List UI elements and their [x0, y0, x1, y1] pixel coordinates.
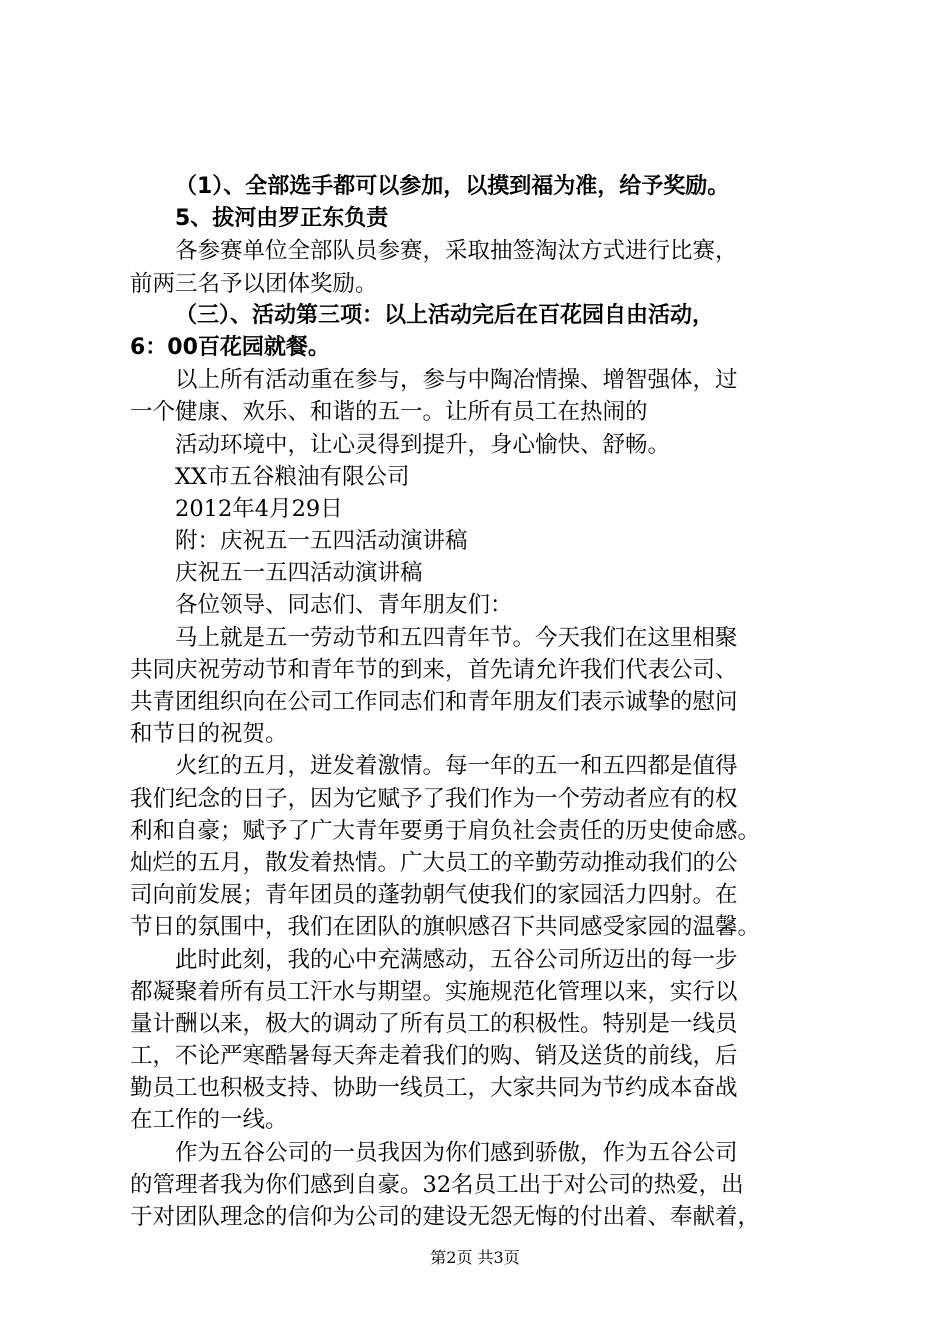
paragraph-line: 灿烂的五月，散发着热情。广大员工的辛勤劳动推动我们的公 — [130, 849, 738, 876]
paragraph-line: 作为五谷公司的一员我因为你们感到骄傲，作为五谷公司 — [175, 1139, 738, 1166]
paragraph-line: 各参赛单位全部队员参赛，采取抽签淘汰方式进行比赛， — [175, 238, 738, 265]
company-name: XX市五谷粮油有限公司 — [175, 463, 410, 490]
paragraph-line: 司向前发展；青年团员的蓬勃朝气使我们的家园活力四射。在 — [130, 882, 738, 909]
document-date: 2012年4月29日 — [175, 495, 343, 522]
paragraph-line: 节日的氛围中，我们在团队的旗帜感召下共同感受家园的温馨。 — [130, 914, 761, 941]
paragraph-line: 一个健康、欢乐、和谐的五一。让所有员工在热闹的 — [130, 399, 648, 426]
paragraph-line: 利和自豪；赋予了广大青年要勇于肩负社会责任的历史使命感。 — [130, 817, 761, 844]
paragraph-line: 我们纪念的日子，因为它赋予了我们作为一个劳动者应有的权 — [130, 785, 738, 812]
paragraph-line: 共同庆祝劳动节和青年节的到来，首先请允许我们代表公司、 — [130, 656, 738, 683]
section-heading-tug-of-war: 5、拔河由罗正东负责 — [175, 206, 389, 232]
document-body — [130, 171, 835, 1233]
paragraph-line: 勤员工也积极支持、协助一线员工，大家共同为节约成本奋战 — [130, 1075, 738, 1102]
section-heading-activity-three: （三）、活动第三项：以上活动完后在百花园自由活动， — [175, 302, 715, 328]
paragraph-line: 6：00百花园就餐。 — [130, 334, 330, 360]
paragraph-line: 此时此刻，我的心中充满感动，五谷公司所迈出的每一步 — [175, 946, 738, 973]
paragraph-line: 前两三名予以团体奖励。 — [130, 270, 378, 297]
paragraph-line: 以上所有活动重在参与，参与中陶冶情操、增智强体，过 — [175, 367, 738, 394]
paragraph-line: 火红的五月，迸发着激情。每一年的五一和五四都是值得 — [175, 753, 738, 780]
page-number-footer: 第2页 共3页 — [430, 1248, 520, 1267]
paragraph-line: 于对团队理念的信仰为公司的建设无怨无悔的付出着、奉献着， — [130, 1204, 761, 1230]
paragraph-line: 活动环境中，让心灵得到提升，身心愉快、舒畅。 — [175, 431, 671, 458]
paragraph-line: 马上就是五一劳动节和五四青年节。今天我们在这里相聚 — [175, 624, 738, 651]
paragraph-line: 和节日的祝贺。 — [130, 721, 288, 748]
paragraph-line: 共青团组织向在公司工作同志们和青年朋友们表示诚挚的慰问 — [130, 689, 738, 715]
paragraph-line: 在工作的一线。 — [130, 1107, 288, 1134]
paragraph-line: 工，不论严寒酷暑每天奔走着我们的购、销及送货的前线，后 — [130, 1043, 738, 1070]
paragraph-line: 都凝聚着所有员工汗水与期望。实施规范化管理以来，实行以 — [130, 978, 738, 1005]
speech-title: 庆祝五一五四活动演讲稿 — [175, 560, 423, 587]
speech-salutation: 各位领导、同志们、青年朋友们： — [175, 592, 513, 619]
paragraph-line: 的管理者我为你们感到自豪。32名员工出于对公司的热爱，出 — [130, 1171, 744, 1198]
paragraph-line: 量计酬以来，极大的调动了所有员工的积极性。特别是一线员 — [130, 1010, 738, 1037]
appendix-label: 附：庆祝五一五四活动演讲稿 — [175, 528, 468, 555]
paragraph-line: （1）、全部选手都可以参加，以摸到福为准，给予奖励。 — [175, 174, 730, 199]
